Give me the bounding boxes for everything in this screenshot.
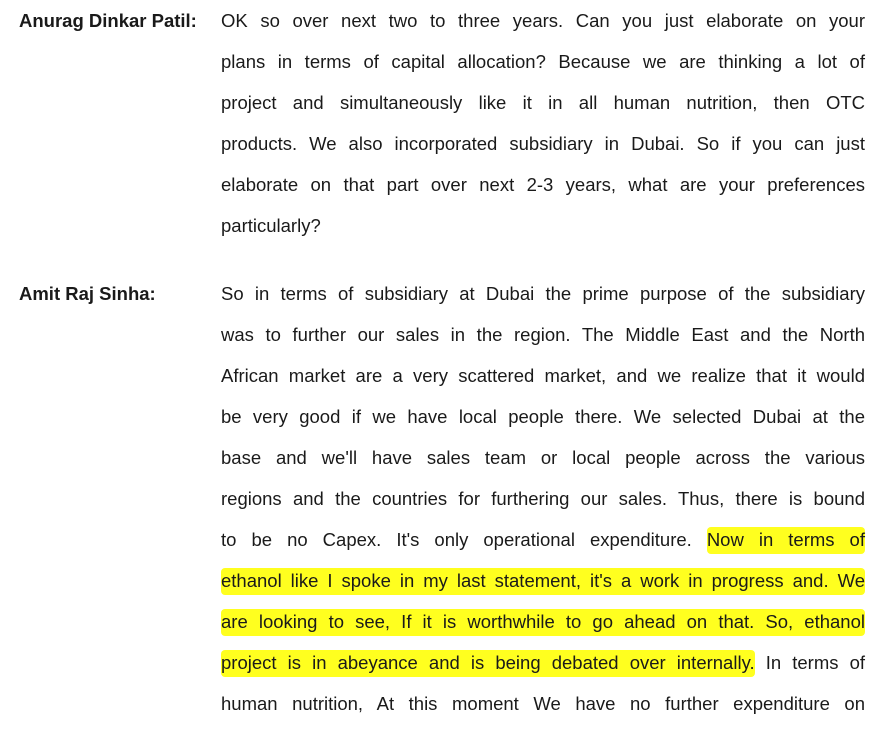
text-line: was to further our sales in the region. The Middle East and the North bbox=[221, 324, 865, 345]
text-line bbox=[221, 519, 865, 560]
text-line: regions and the countries for furthering our sales. Thus, there is bound bbox=[221, 488, 865, 509]
plain-text: to be no Capex. It's only operational expenditure. bbox=[221, 529, 692, 550]
text-line bbox=[221, 642, 865, 683]
text-line: particularly? bbox=[221, 215, 321, 236]
highlighted-text: ethanol like I spoke in my last statement, it's a work in progress and. We bbox=[221, 568, 865, 595]
speaker-name: Anurag Dinkar Patil: bbox=[19, 10, 197, 31]
text-line: elaborate on that part over next 2-3 years, what are your preferences bbox=[221, 174, 865, 195]
text-line: plans in terms of capital allocation? Because we are thinking a lot of bbox=[221, 51, 865, 72]
text-line: products. We also incorporated subsidiary in Dubai. So if you can just bbox=[221, 133, 865, 154]
speaker-text bbox=[221, 0, 865, 246]
speaker-text bbox=[221, 273, 865, 724]
text-line: human nutrition, At this moment We have no further expenditure on bbox=[221, 693, 865, 714]
text-line: project and simultaneously like it in all human nutrition, then OTC bbox=[221, 92, 865, 113]
text-line: be very good if we have local people there. We selected Dubai at the bbox=[221, 406, 865, 427]
plain-text: In terms of bbox=[765, 652, 866, 673]
highlighted-text: are looking to see, If it is worthwhile to go ahead on that. So, ethanol bbox=[221, 609, 865, 636]
speaker-name: Amit Raj Sinha: bbox=[19, 283, 156, 304]
text-line: So in terms of subsidiary at Dubai the prime purpose of the subsidiary bbox=[221, 283, 865, 304]
text-line bbox=[221, 601, 865, 642]
text-line: African market are a very scattered market, and we realize that it would bbox=[221, 365, 865, 386]
text-line: OK so over next two to three years. Can you just elaborate on your bbox=[221, 10, 865, 31]
highlighted-text: Now in terms of bbox=[707, 527, 865, 554]
highlighted-text: project is in abeyance and is being debated over internally. bbox=[221, 650, 755, 677]
text-line: base and we'll have sales team or local people across the various bbox=[221, 447, 865, 468]
text-line bbox=[221, 560, 865, 601]
